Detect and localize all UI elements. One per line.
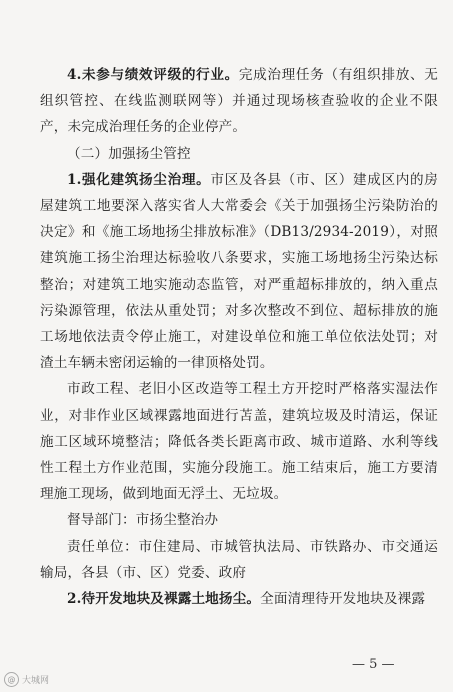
page-number: — 5 — bbox=[352, 657, 395, 672]
responsible-units-line: 责任单位：市住建局、市城管执法局、市铁路办、市交通运输局，各县（市、区）党委、政府 bbox=[40, 538, 438, 581]
paragraph-heading: 2.待开发地块及裸露土地扬尘。 bbox=[67, 591, 261, 608]
paragraph-heading: 1.强化建筑扬尘治理。 bbox=[67, 171, 211, 188]
paragraph-building-dust bbox=[40, 167, 438, 377]
document-body bbox=[40, 62, 438, 612]
paragraph-heading: 4.未参与绩效评级的行业。 bbox=[67, 67, 239, 83]
paragraph-industry-unrated bbox=[40, 62, 438, 141]
paragraph-text: 全面清理待开发地块及裸露 bbox=[260, 591, 426, 608]
paragraph-text: 完成治理任务（有组织排放、无组织管控、在线监测联网等）并通过现场核查验收的企业不限产，未完成治理任务的企业停产。 bbox=[40, 67, 438, 136]
paragraph-undeveloped-land bbox=[40, 586, 438, 612]
paragraph-municipal-works: 市政工程、老旧小区改造等工程土方开挖时严格落实湿法作业，对非作业区域裸露地面进行苫盖，建筑垃圾及时清运，保证施工区域环境整洁；降低各类长距离市政、城市道路、水利等线性工程土方作业范围，实施分段施工。施工结束后，施工方要清理施工现场，做到地面无浮土、无垃圾。 bbox=[40, 381, 438, 503]
paragraph-text: 市区及各县（市、区）建成区内的房屋建筑工地要深入落实省人大常委会《关于加强扬尘污染防治的决定》和《施工场地扬尘排放标准》（DB13/2934-2019），对照建筑施工扬尘治理达标验收八条要求，实施工场地扬尘污染达标整治；对建筑工地实施动态监管，对严重超标排放的，纳入重点污染源管理，依法从重处罚；对多次整改不到位、超标排放的施工场地依法责令停止施工，对建设单位和施工单位依法处罚；对渣土车辆未密闭运输的一律顶格处罚。 bbox=[40, 171, 439, 372]
watermark bbox=[4, 672, 49, 687]
watermark-text: 大城网 bbox=[22, 676, 50, 686]
supervisor-line: 督导部门：市扬尘整治办 bbox=[67, 512, 219, 529]
watermark-logo-icon: @ bbox=[4, 672, 19, 687]
section-title: （二）加强扬尘管控 bbox=[67, 145, 191, 162]
